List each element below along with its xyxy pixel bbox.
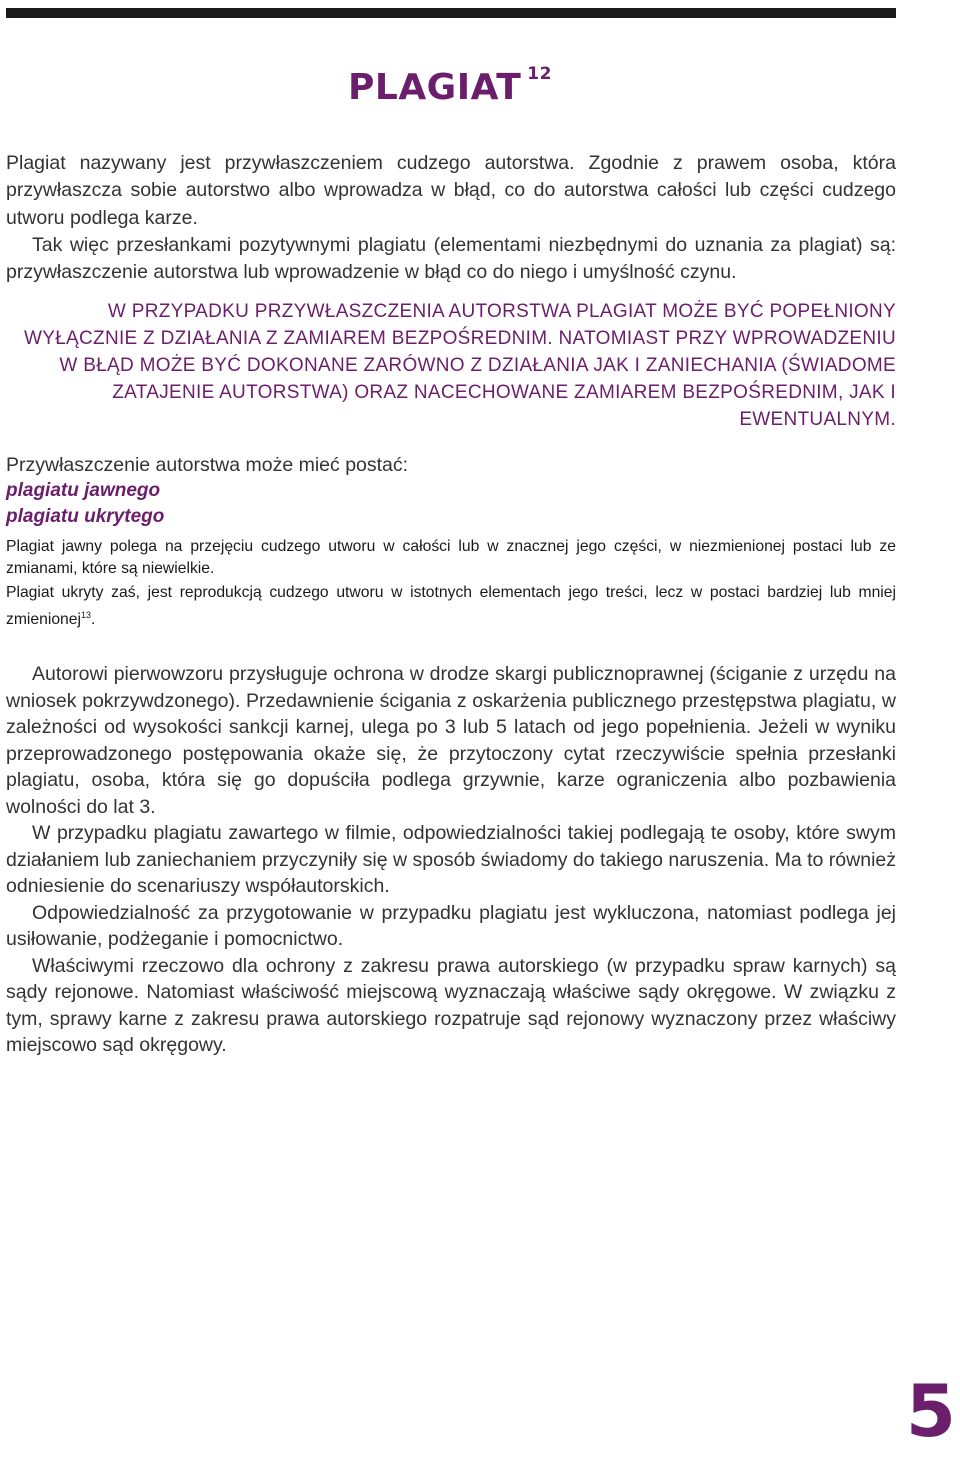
form-item-hidden: plagiatu ukrytego xyxy=(6,506,165,528)
body-paragraph: Odpowiedzialność za przygotowanie w przypadku plagiatu jest wykluczona, natomiast podlega jej usiłowanie, podżeganie i pomocnictwo. xyxy=(6,901,896,951)
top-rule xyxy=(6,8,896,18)
title-footnote-ref: 12 xyxy=(527,64,552,84)
body-paragraph: Autorowi pierwowzoru przysługuje ochrona w drodze skargi publicznoprawnej (ściganie z urzędu na wniosek pokrzywdzonego). Przedawnienie ścigania z oskarżenia publicznego przestępstwa plagiatu, w zależności od wysokości sankcji karnej, ulega po 3 lub 5 latach od jego popełnienia. Jeżeli w wyniku przeprowadzonego postępowania okaże się, że przytoczony cytat rzeczywiście spełnia przesłanki plagiatu, osoba, która się go dopuściła podlega grzywnie, karze ograniczenia albo pozbawienia wolności do lat 3. xyxy=(6,663,896,818)
page-title-text: PLAGIAT xyxy=(348,67,522,108)
page-content xyxy=(6,150,896,1059)
definition-open-plagiarism: Plagiat jawny polega na przejęciu cudzego utworu w całości lub w znacznej jego części, w niezmienionej postaci lub ze zmianami, które są niewielkie. xyxy=(6,538,896,578)
body-paragraph: Właściwymi rzeczowo dla ochrony z zakresu prawa autorskiego (w przypadku spraw karnych) są sądy rejonowe. Natomiast właściwość miejscową wyznaczają właściwe sądy okręgowe. W związku z tym, sprawy karne z zakresu prawa autorskiego rozpatruje sąd rejonowy wyznaczony przez właściwy miejscowo sąd okręgowy. xyxy=(6,954,896,1057)
footnote-ref: 13 xyxy=(81,610,92,621)
intro-paragraph: Plagiat nazywany jest przywłaszczeniem cudzego autorstwa. Zgodnie z prawem osoba, która przywłaszcza sobie autorstwo albo wprowadza w błąd, co do autorstwa całości lub części cudzego utworu podlega karze. xyxy=(6,152,896,229)
page-title xyxy=(348,64,552,108)
forms-intro: Przywłaszczenie autorstwa może mieć postać: xyxy=(6,454,409,477)
form-item-open: plagiatu jawnego xyxy=(6,480,161,502)
body-paragraph: W przypadku plagiatu zawartego w filmie, odpowiedzialności takiej podlegają te osoby, które swym działaniem lub zaniechaniem przyczyniły się w sposób świadomy do takiego naruszenia. Ma to również odniesienie do scenariuszy współautorskich. xyxy=(6,822,896,898)
definition-hidden-end: . xyxy=(91,611,96,629)
definition-hidden-plagiarism xyxy=(6,582,896,631)
definition-hidden-text: Plagiat ukryty zaś, jest reprodukcją cudzego utworu w istotnych elementach jego treści, lecz w postaci bardziej lub mniej zmienionej xyxy=(6,584,896,629)
intro-paragraph: Tak więc przesłankami pozytywnymi plagiatu (elementami niezbędnymi do uznania za plagiat) są: przywłaszczenie autorstwa lub wprowadzenie w błąd co do niego i umyślność czynu. xyxy=(6,233,896,284)
callout-text: W PRZYPADKU PRZYWŁASZCZENIA AUTORSTWA PLAGIAT MOŻE BYĆ POPEŁNIONY WYŁĄCZNIE Z DZIAŁANIA Z ZAMIAREM BEZPOŚREDNIM. NATOMIAST PRZY WPROWADZENIU W BŁĄD MOŻE BYĆ DOKONANE ZARÓWNO Z DZIAŁANIA JAK I ZANIECHANIA (ŚWIADOME ZATAJENIE AUTORSTWA) ORAZ NACECHOWANE ZAMIAREM BEZPOŚREDNIM, JAK I EWENTUALNYM. xyxy=(23,301,896,431)
body-text xyxy=(6,661,896,1059)
page-number: 5 xyxy=(905,1369,956,1453)
